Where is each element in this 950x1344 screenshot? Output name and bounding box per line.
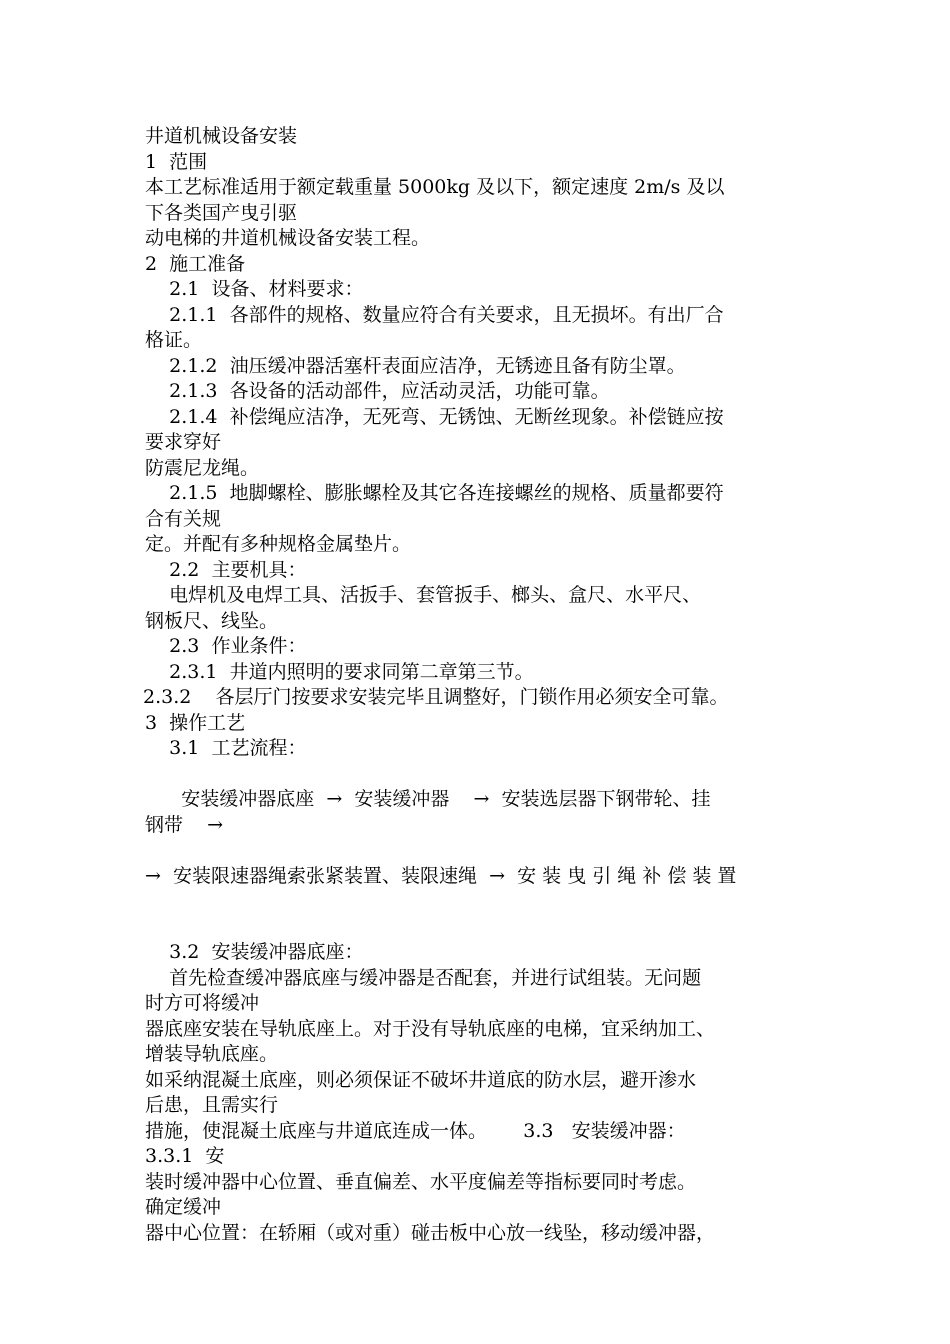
text-line: 如采纳混凝土底座，则必须保证不破坏井道底的防水层，避开渗水: [145, 1068, 697, 1091]
document-title: 井道机械设备安装: [145, 125, 298, 147]
document-body: [145, 124, 825, 1246]
section-heading: 3 操作工艺: [145, 711, 246, 734]
text-line: 2.1.2 油压缓冲器活塞杆表面应洁净，无锈迹且备有防尘罩。: [145, 354, 686, 377]
text-line: 增装导轨底座。: [145, 1043, 279, 1065]
text-line: 格证。: [145, 329, 203, 351]
text-line: 定。并配有多种规格金属垫片。: [145, 533, 412, 555]
text-line: 2.1.4 补偿绳应洁净，无死弯、无锈蚀、无断丝现象。补偿链应按: [145, 405, 724, 428]
text-line: 2.3.1 井道内照明的要求同第二章第三节。: [145, 660, 534, 683]
text-line: 措施，使混凝土底座与井道底连成一体。 3.3 安装缓冲器：: [145, 1119, 686, 1142]
text-line: 动电梯的井道机械设备安装工程。: [145, 227, 431, 249]
process-flow-line: 钢带 →: [145, 813, 224, 836]
subsection-heading: 2.2 主要机具：: [145, 558, 307, 581]
text-line: 后患，且需实行: [145, 1094, 279, 1116]
section-heading: 2 施工准备: [145, 252, 246, 275]
text-line: 装时缓冲器中心位置、垂直偏差、水平度偏差等指标要同时考虑。: [145, 1170, 697, 1193]
subsection-heading: 3.1 工艺流程：: [145, 737, 307, 759]
text-line: 器底座安装在导轨底座上。对于没有导轨底座的电梯，宜采纳加工、: [145, 1017, 716, 1040]
text-line: 2.1.3 各设备的活动部件，应活动灵活，功能可靠。: [145, 380, 610, 402]
text-line: 器中心位置：在轿厢（或对重）碰击板中心放一线坠，移动缓冲器，: [145, 1221, 716, 1244]
text-line: 2.3.2 各层厅门按要求安装完毕且调整好，门锁作用必须安全可靠。: [143, 686, 729, 708]
text-line: 要求穿好: [145, 431, 222, 453]
subsection-heading: 2.3 作业条件：: [145, 635, 307, 657]
text-line: 电焊机及电焊工具、活扳手、套管扳手、榔头、盒尺、水平尺、: [145, 584, 702, 606]
text-line: 钢板尺、线坠。: [145, 609, 279, 632]
text-line: 3.3.1 安: [145, 1145, 225, 1167]
subsection-heading: 3.2 安装缓冲器底座：: [145, 941, 364, 963]
text-line: 2.1.5 地脚螺栓、膨胀螺栓及其它各连接螺丝的规格、质量都要符: [145, 482, 724, 504]
text-line: 合有关规: [145, 507, 222, 530]
text-line: 确定缓冲: [145, 1196, 222, 1218]
process-flow-line: 安装缓冲器底座 → 安装缓冲器 → 安装选层器下钢带轮、挂: [145, 788, 711, 810]
subsection-heading: 2.1 设备、材料要求：: [145, 278, 364, 300]
text-line: 2.1.1 各部件的规格、数量应符合有关要求，且无损坏。有出厂合: [145, 303, 724, 326]
text-line: 时方可将缓冲: [145, 992, 260, 1014]
text-line: 防震尼龙绳。: [145, 456, 260, 479]
text-line: 首先检查缓冲器底座与缓冲器是否配套，并进行试组装。无问题: [145, 966, 702, 989]
text-line: 本工艺标准适用于额定载重量 5000kg 及以下，额定速度 2m/s 及以: [145, 176, 725, 198]
text-line: 下各类国产曳引驱: [145, 201, 298, 224]
process-flow-line: → 安装限速器绳索张紧装置、装限速绳 → 安 装 曳 引 绳 补 偿 装 置: [145, 864, 737, 887]
text-line: 1 范围: [145, 150, 208, 173]
